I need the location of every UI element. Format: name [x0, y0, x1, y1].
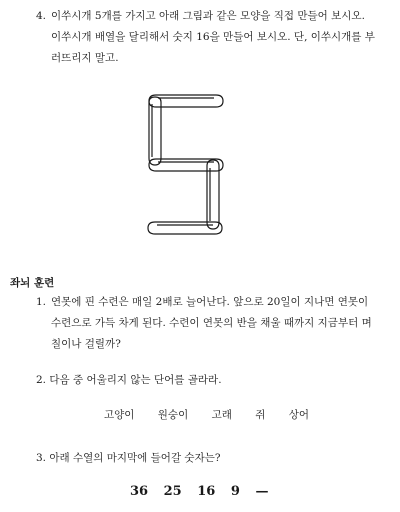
question-4-number: 4.	[36, 10, 47, 22]
sequence-item: 25	[163, 484, 182, 499]
word-item: 원숭이	[157, 409, 189, 421]
word-item: 고래	[211, 409, 232, 421]
question-2: 2. 다음 중 어울리지 않는 단어를 골라라.	[36, 374, 222, 386]
word-list	[104, 407, 329, 422]
question-1-line-3: 칠이나 걸릴까?	[51, 338, 121, 350]
word-item: 쥐	[255, 409, 266, 421]
word-item: 고양이	[104, 409, 135, 421]
sequence-item: 16	[197, 484, 216, 499]
question-1-line-1: 연못에 핀 수련은 매일 2배로 늘어난다. 앞으로 20일이 지나면 연못이	[51, 296, 369, 308]
sequence-item: 9	[230, 484, 240, 499]
toothpick-top	[149, 95, 223, 107]
toothpick-bottom	[148, 222, 222, 234]
question-4-line-2: 이쑤시개 배열을 달리해서 숫지 16을 만들어 보시오. 단, 이쑤시개를 부	[51, 31, 375, 43]
sequence-item: 36	[130, 484, 149, 499]
question-1	[36, 292, 381, 355]
question-1-line-2: 수련으로 가득 차게 된다. 수련이 연못의 반을 채울 때까지 지금부터 며	[51, 317, 372, 329]
question-3: 3. 아래 수열의 마지막에 들어갈 숫자는?	[36, 452, 221, 464]
question-1-number: 1.	[36, 296, 47, 308]
sequence-blank: —	[255, 484, 269, 499]
section-title: 좌뇌 훈련	[10, 277, 55, 289]
word-item: 상어	[288, 409, 309, 421]
number-sequence	[130, 484, 279, 499]
question-4-line-3: 러뜨리지 말고.	[51, 52, 119, 64]
question-4-line-1: 이쑤시개 5개를 가지고 아래 그림과 같은 모양을 직접 만들어 보시오.	[51, 10, 365, 22]
